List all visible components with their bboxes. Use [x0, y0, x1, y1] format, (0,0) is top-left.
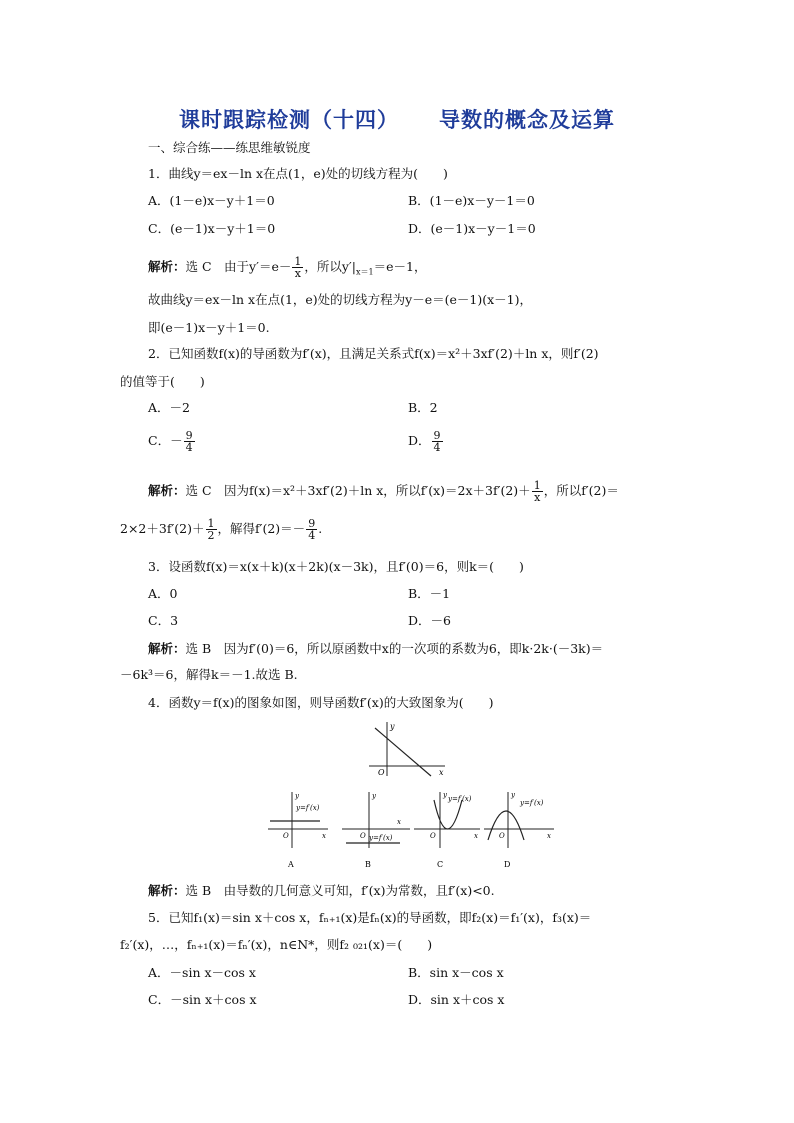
origin-label: O [499, 832, 505, 840]
origin-label: O [378, 768, 385, 777]
page-title [0, 104, 794, 134]
q2-option-d [408, 430, 444, 453]
q2-solution-line1 [148, 480, 619, 503]
title-left: 课时跟踪检测（十四） [179, 108, 399, 132]
numerator: 9 [185, 429, 193, 442]
origin-label: O [360, 832, 366, 840]
option-label-b: B [365, 860, 371, 869]
graph-option-d [484, 791, 554, 869]
denominator: 4 [433, 441, 441, 454]
q3-solution-label: 解析： [148, 641, 186, 656]
q2-solution-text: 选 C 因为f(x)＝x²＋3xf′(2)＋ln x，所以f′(x)＝2x＋3f′(2)＋ [185, 483, 531, 498]
section-heading: 一、综合练——练思维敏锐度 [148, 140, 311, 155]
denominator: x [534, 491, 541, 504]
q5-option-c: C．－sin x＋cos x [148, 992, 257, 1007]
fraction [306, 518, 317, 541]
option-label-c: C [437, 860, 444, 869]
denominator: x [294, 267, 301, 280]
q1-solution-line3: 即(e－1)x－y＋1＝0. [148, 320, 270, 335]
q5-option-d: D．sin x＋cos x [408, 992, 505, 1007]
axis-label-y: y [372, 792, 376, 800]
fraction [184, 430, 195, 453]
q3-option-d: D．－6 [408, 613, 451, 628]
denominator: 4 [308, 529, 316, 542]
q2-solution-text: 2×2＋3f′(2)＋ [120, 521, 205, 536]
numerator: 1 [533, 479, 541, 492]
q3-solution-text: 选 B 因为f′(0)＝6，所以原函数中x的一次项的系数为6，即k·2k·(－3k)＝ [185, 641, 604, 656]
option-label: D． [408, 433, 431, 448]
origin-label: O [283, 832, 289, 840]
graph-option-a [268, 792, 328, 869]
numerator: 1 [207, 517, 215, 530]
graph-option-c [414, 791, 480, 869]
graph-label: y=f′(x) [296, 804, 320, 812]
q5-stem-line2: f₂′(x)，…，fₙ₊₁(x)＝fₙ′(x)，n∈N*，则f₂ ₀₂₁(x)＝( ) [120, 937, 433, 952]
q5-option-a: A．－sin x－cos x [148, 965, 256, 980]
fraction [206, 518, 217, 541]
q2-stem-line2: 的值等于( ) [120, 374, 205, 389]
derivative-curve [488, 811, 524, 840]
axis-label-x: x [547, 832, 551, 840]
q4-solution-text: 选 B 由导数的几何意义可知，f′(x)为常数，且f′(x)<0. [185, 883, 495, 898]
axis-label-y: y [511, 791, 515, 799]
title-right: 导数的概念及运算 [439, 108, 615, 132]
q1-option-c: C．(e－1)x－y＋1＝0 [148, 221, 276, 236]
subscript: x＝1 [355, 267, 374, 277]
fraction [532, 480, 543, 503]
q2-solution-line2 [120, 518, 322, 541]
q1-option-b: B．(1－e)x－y－1＝0 [408, 193, 535, 208]
numerator: 9 [308, 517, 316, 530]
axis-label-x: x [474, 832, 478, 840]
origin-label: O [430, 832, 436, 840]
q2-solution-text: ，所以f′(2)＝ [543, 483, 619, 498]
q3-option-c: C．3 [148, 613, 179, 628]
q1-stem: 1．曲线y＝ex－ln x在点(1，e)处的切线方程为( ) [148, 166, 448, 181]
axis-label-y: y [390, 722, 395, 731]
denominator: 2 [207, 529, 215, 542]
axis-label-x: x [439, 768, 444, 777]
option-graphs-figure [262, 788, 557, 870]
q4-solution-label: 解析： [148, 883, 186, 898]
q1-solution-text: ＝e－1， [373, 259, 427, 274]
q4-stem: 4．函数y＝f(x)的图象如图，则导函数f′(x)的大致图象为( ) [148, 695, 494, 710]
derivative-curve [434, 800, 462, 829]
fraction [432, 430, 443, 453]
q3-solution-line1 [148, 641, 603, 657]
q1-solution-line2: 故曲线y＝ex－ln x在点(1，e)处的切线方程为y－e＝(e－1)(x－1)， [148, 292, 533, 307]
q1-solution-label: 解析： [148, 259, 186, 274]
q1-option-a: A．(1－e)x－y＋1＝0 [148, 193, 275, 208]
function-graph-figure [365, 720, 450, 778]
axis-label-x: x [322, 832, 326, 840]
q1-option-d: D．(e－1)x－y－1＝0 [408, 221, 536, 236]
graph-option-b [342, 792, 410, 869]
q5-option-b: B．sin x－cos x [408, 965, 504, 980]
q1-solution-line1 [148, 256, 426, 281]
option-label-d: D [504, 860, 511, 869]
graph-label: y=f′(x) [448, 795, 472, 803]
graph-label: y=f′(x) [369, 834, 393, 842]
numerator: 9 [433, 429, 441, 442]
q3-option-a: A．0 [148, 586, 178, 601]
q2-solution-label: 解析： [148, 483, 186, 498]
q3-option-b: B．－1 [408, 586, 451, 601]
q2-stem-line1: 2．已知函数f(x)的导函数为f′(x)，且满足关系式f(x)＝x²＋3xf′(2)＋ln x，则f′(2) [148, 346, 599, 361]
q2-solution-text: . [318, 521, 323, 536]
q4-solution [148, 883, 495, 899]
q2-option-c [148, 430, 196, 453]
axis-label-x: x [397, 818, 401, 826]
axis-label-y: y [443, 791, 447, 799]
axis-label-y: y [295, 792, 299, 800]
option-label: C．－ [148, 433, 183, 448]
denominator: 4 [185, 441, 193, 454]
q2-option-b: B．2 [408, 400, 438, 415]
q5-stem-line1: 5．已知f₁(x)＝sin x＋cos x，fₙ₊₁(x)是fₙ(x)的导函数，即f₂(x)＝f₁′(x)，f₃(x)＝ [148, 910, 592, 925]
option-label-a: A [288, 860, 294, 869]
q3-stem: 3．设函数f(x)＝x(x＋k)(x＋2k)(x－3k)，且f′(0)＝6，则k＝( ) [148, 559, 524, 574]
q3-solution-line2: －6k³＝6，解得k＝－1.故选 B. [120, 667, 298, 682]
numerator: 1 [294, 255, 302, 268]
graph-label: y=f′(x) [520, 799, 544, 807]
fraction [292, 256, 303, 279]
q1-solution-text: 选 C 由于y′＝e－ [185, 259, 292, 274]
q1-solution-text: ，所以y′| [304, 259, 356, 274]
q2-solution-text: ，解得f′(2)＝－ [217, 521, 306, 536]
q2-option-a: A．－2 [148, 400, 190, 415]
